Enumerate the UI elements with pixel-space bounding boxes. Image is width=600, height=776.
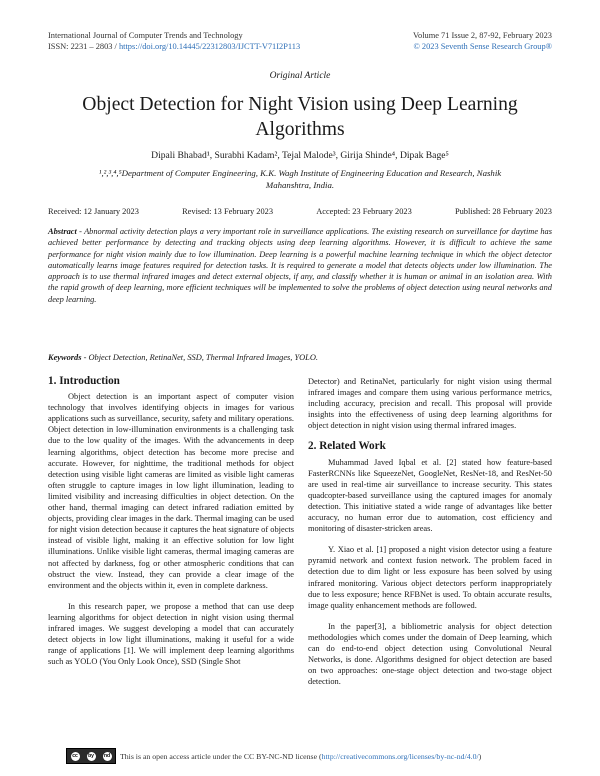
related-paragraph-2: Y. Xiao et al. [1] proposed a night vision detector using a feature pyramid network and context fusion network. The problem faced in detection due to dim light or less exposure has been solved by using infrared monitoring. Various object detectors perform inappropriately due to less exposure; hence RFBNet is used. To obtain accurate results, image quality enhancement methods are followed. bbox=[308, 545, 552, 610]
doi-link[interactable]: https://doi.org/10.14445/22312803/IJCTT-V71I2P113 bbox=[118, 42, 301, 51]
article-type: Original Article bbox=[269, 71, 331, 81]
author-list: Dipali Bhabad¹, Surabhi Kadam², Tejal Malode³, Girija Shinde⁴, Dipak Bage⁵ bbox=[151, 150, 449, 161]
section-heading-introduction: 1. Introduction bbox=[48, 375, 120, 387]
keywords-text: - Object Detection, RetinaNet, SSD, Thermal Infrared Images, YOLO. bbox=[81, 353, 318, 362]
section-heading-related-work: 2. Related Work bbox=[308, 440, 386, 453]
revised-date: Revised: 13 February 2023 bbox=[182, 207, 274, 216]
dates-row bbox=[48, 207, 552, 216]
copyright: © 2023 Seventh Sense Research Group® bbox=[413, 42, 552, 51]
journal-name: International Journal of Computer Trends and Technology bbox=[48, 31, 243, 40]
affiliation: ¹,²,³,⁴,⁵Department of Computer Engineering, K.K. Wagh Institute of Engineering Education and Research, Nashik Mahanshtra, India. bbox=[98, 168, 502, 190]
license-close: ) bbox=[478, 751, 482, 761]
abstract-text: - Abnormal activity detection plays a very important role in surveillance applications. The existing research on surveillance for daytime has achieved better performance by detecting and tracking objects using deep learning algorithms. However, it is difficult to achieve the same performance for night vision mainly due to low illumination. Deep learning is a powerful machine learning technique in which the object detector automatically learns image features required for detection tasks. It is required to generate a model that detects objects under low illumination. The approach is to use thermal infrared images and detect external objects, if any, and classify whether it is human or animal in an isolation area. With the rapid growth of deep learning, more efficient techniques will be implemented to solve the problems of object detection using neural networks and deep learning. bbox=[48, 227, 552, 304]
by-icon: by bbox=[88, 752, 94, 759]
right-column bbox=[308, 376, 552, 687]
published-date: Published: 28 February 2023 bbox=[454, 207, 552, 216]
intro-paragraph-1: Object detection is an important aspect of computer vision technology that involves identifying objects in images for various applications such as surveillance, security, safety and military operations. Object detection in low-illumination environments is a challenging task due to the low quality of the images. With the advancements in deep learning algorithms, object detection has become more precise and accurate. However, for nighttime, the traditional methods for object detection using visible light cameras are limited as visible light cameras often struggle to capture images in low light illumination, leading to limited visibility and increasing difficulties in object detection. On the other hand, thermal imaging can detect infrared radiation emitted by objects, providing clear images in the dark. Thermal imaging can be used for night vision detection because it captures the heat signature of objects instead of visible light, making it an effective solution for low light illuminations. Unlike visible light cameras, thermal imaging cameras are not affected by darkness, fog or other atmospheric conditions that can obstruct the view. Instead, they can provide a clear image of the environment and the objects within it, even in complete darkness. bbox=[48, 392, 294, 590]
accepted-date: Accepted: 23 February 2023 bbox=[316, 207, 412, 216]
nd-icon: nd bbox=[103, 752, 111, 759]
keywords bbox=[48, 353, 552, 362]
related-paragraph-3: In the paper[3], a bibliometric analysis for object detection methodologies which comes under the domain of Deep learning, which can do end-to-end object detection using Convolutional Neural Networks, is done. Algorithms designed for object detection are based on two approaches: one-stage object detection and two-stage object detection. bbox=[308, 621, 552, 687]
abstract bbox=[48, 226, 552, 305]
received-date: Received: 12 January 2023 bbox=[48, 207, 139, 216]
license-footer bbox=[66, 748, 546, 764]
cc-icon: cc bbox=[72, 752, 78, 759]
cc-license-icon[interactable] bbox=[66, 748, 116, 764]
volume-header bbox=[312, 30, 552, 52]
volume-info: Volume 71 Issue 2, 87-92, February 2023 bbox=[413, 31, 552, 40]
intro-paragraph-2-continued: Detector) and RetinaNet, particularly for night vision using thermal infrared images and compare them using various performance metrics, including accuracy, precision and recall. This proposal will provide insights into the effectiveness of using deep learning algorithms for object detection in night vision using thermal infrared images. bbox=[308, 377, 552, 431]
abstract-label: Abstract bbox=[48, 227, 77, 236]
intro-paragraph-2: In this research paper, we propose a method that can use deep learning algorithms for object detection in night vision using thermal infrared images. We suggest developing a model that can accurately detect objects in low light illuminations, making it useful for a wide range of applications [1]. We will implement deep learning algorithms such as YOLO (You Only Look Once), SSD (Single Shot bbox=[48, 601, 294, 667]
left-column bbox=[48, 376, 294, 667]
issn: ISSN: 2231 – 2803 / bbox=[48, 42, 119, 51]
keywords-label: Keywords bbox=[48, 353, 82, 362]
license-text: This is an open access article under the CC BY-NC-ND license ( bbox=[120, 751, 322, 761]
license-link[interactable]: http://creativecommons.org/licenses/by-nc-nd/4.0/ bbox=[321, 751, 479, 761]
related-paragraph-1: Muhammad Javed Iqbal et al. [2] stated how feature-based FasterRCNNs like SqueezeNet, GoogleNet, ResNet-18, and ResNet-50 are used in real-time air surveillance to increase security. This states quadcopter-based surveillance using the captured images for anomaly detection. This initiative stated a wide range of advantages like better accuracy, no human error due to automation, cost efficiency and monitoring of disaster-stricken areas. bbox=[308, 457, 552, 534]
paper-title: Object Detection for Night Vision using Deep Learning Algorithms bbox=[82, 94, 518, 140]
